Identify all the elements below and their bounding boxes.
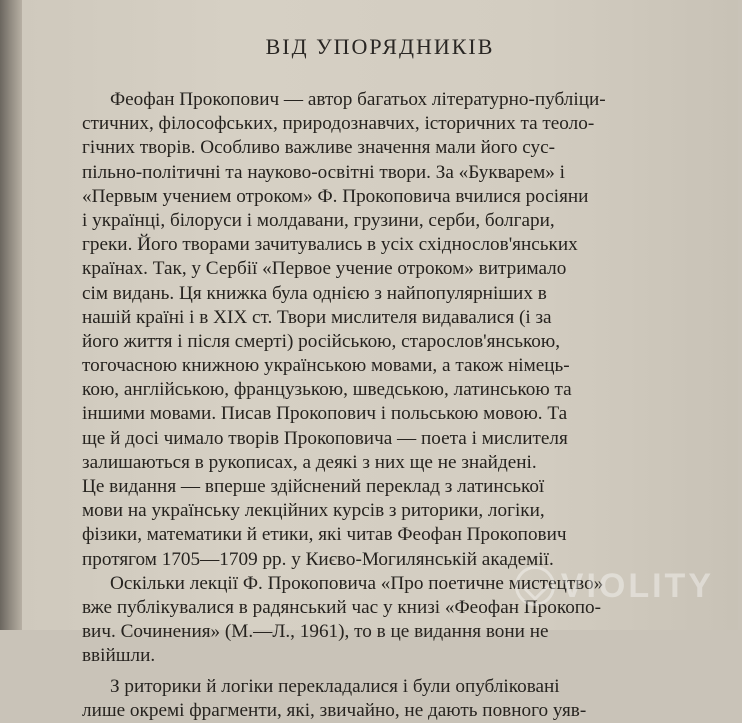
violity-logo-icon [515,566,555,606]
text-line: фізики, математики й етики, які читав Феофан Прокопович [82,524,567,546]
text-line: і українці, білоруси і молдавани, грузини, серби, болгари, [82,209,555,231]
text-line: країнах. Так, у Сербії «Первое учение отроком» витримало [82,258,567,280]
body-text [82,88,742,723]
text-line: греки. Його творами зачитувались в усіх східнослов'янських [82,234,578,256]
text-line: мови на українську лекційних курсів з риторики, логіки, [82,500,545,522]
text-line: Оскільки лекції Ф. Прокоповича «Про поетичне мистецтво» [110,572,604,594]
watermark [515,566,714,606]
text-line: З риторики й логіки перекладалися і були опубліковані [110,675,560,697]
text-line: Це видання — вперше здійснений переклад з латинської [82,476,545,497]
text-line: ще й досі чимало творів Прокоповича — поета і мислителя [82,427,568,449]
text-line: лише окремі фрагменти, які, звичайно, не дають повного уяв- [82,699,587,721]
book-spine-shadow [0,0,22,630]
page-heading: ВІД УПОРЯДНИКІВ [265,34,495,59]
text-line: гічних творів. Особливо важливе значення мали його сус- [82,137,556,159]
text-line: пільно-політичні та науково-освітні твори. За «Букварем» і [82,161,565,183]
text-line: ввійшли. [82,645,156,667]
text-line: нашій країні і в XIX ст. Твори мислителя видавалися (і за [82,306,552,328]
text-line: вич. Сочинения» (М.—Л., 1961), то в це видання вони не [82,621,549,643]
text-line: сім видань. Ця книжка була однією з найпопулярніших в [82,282,547,304]
book-page [22,0,738,721]
text-line: тогочасною книжною українською мовами, а також німець- [82,355,570,377]
text-line: стичних, філософських, природознавчих, історичних та теоло- [82,113,595,135]
text-line: іншими мовами. Писав Прокопович і польською мовою. Та [82,403,568,425]
text-line: Феофан Прокопович — автор багатьох літературно-публіци- [110,89,606,110]
text-line: протягом 1705—1709 рр. у Києво-Могилянській академії. [82,548,554,570]
text-line: «Первым учением отроком» Ф. Прокоповича вчилися росіяни [82,185,589,207]
text-line: його життя і після смерті) російською, старослов'янською, [82,330,561,352]
text-line: залишаються в рукописах, а деякі з них ще не знайдені. [82,451,537,473]
text-line: вже публікувалися в радянський час у книзі «Феофан Прокопо- [82,596,602,618]
text-line: кою, англійською, французькою, шведською, латинською та [82,379,572,401]
watermark-text: VIOLITY [560,566,714,605]
